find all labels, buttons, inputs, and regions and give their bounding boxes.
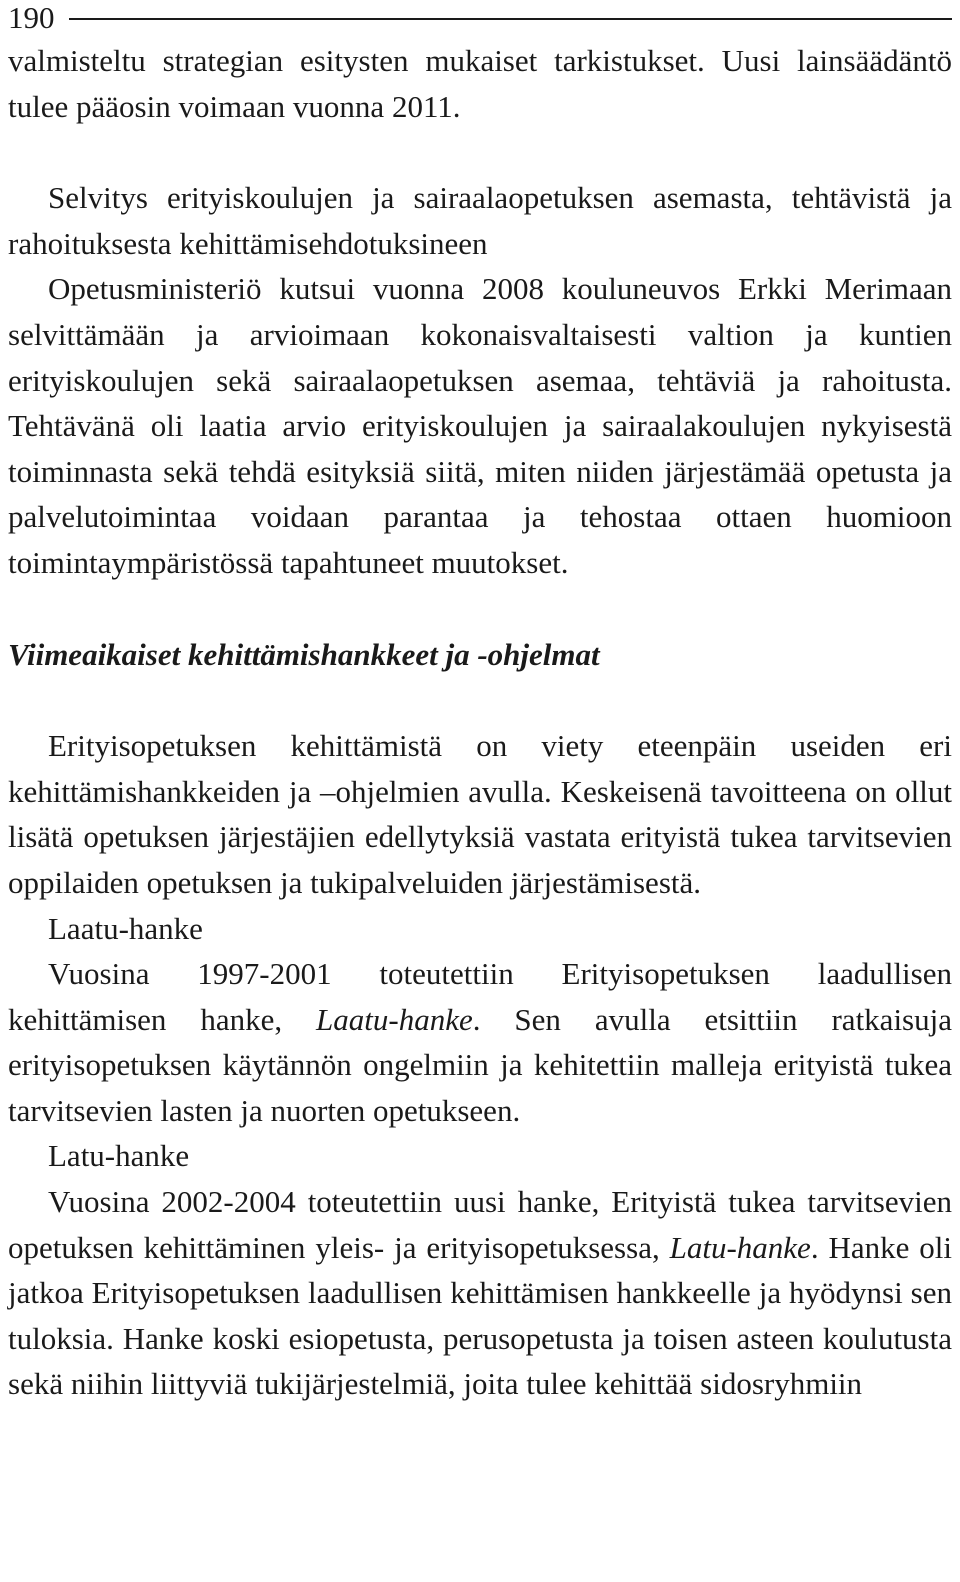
italic-project-name: Laatu-hanke	[316, 1001, 473, 1037]
subsection-title-selvitys: Selvitys erityiskoulujen ja sairaalaopetuksen asemasta, tehtävistä ja rahoituksesta kehittämisehdotuksineen	[8, 180, 952, 261]
section-heading: Viimeaikaiset kehittämishankkeet ja -ohjelmat	[8, 636, 600, 672]
page-body	[8, 38, 952, 1407]
paragraph-continuation: valmisteltu strategian esitysten mukaiset tarkistukset. Uusi lainsäädäntö tulee pääosin voimaan vuonna 2011.	[8, 43, 952, 124]
subsection-title-laatu: Laatu-hanke	[48, 910, 203, 946]
text-run: Vuosina 2002-2004 toteutettiin uusi hanke, Erityistä tukea tarvitsevien opetuksen kehittäminen yleis- ja erityisopetuksessa,	[8, 1184, 952, 1265]
paragraph-intro: Erityisopetuksen kehittämistä on viety eteenpäin useiden eri kehittämishankkeiden ja –ohjelmien avulla. Keskeisenä tavoitteena on ollut lisätä opetuksen järjestäjien edellytyksiä vastata erityistä tukea tarvitsevien oppilaiden opetuksen ja tukipalveluiden järjestämisestä.	[8, 728, 952, 900]
spacer	[8, 586, 952, 632]
subsection-title-latu: Latu-hanke	[48, 1138, 190, 1174]
paragraph-selvitys: Opetusministeriö kutsui vuonna 2008 kouluneuvos Erkki Merimaan selvittämään ja arvioimaan kokonaisvaltaisesti valtion ja kuntien erityiskoulujen sekä sairaalaopetuksen asemaa, tehtäviä ja rahoitusta. Tehtävänä oli laatia arvio erityiskoulujen ja sairaalakoulujen nykyisestä toiminnasta sekä tehdä esityksiä siitä, miten niiden järjestämää opetusta ja palvelutoimintaa voidaan parantaa ja tehostaa ottaen huomioon toimintaympäristössä tapahtuneet muutokset.	[8, 271, 952, 580]
text-run: . Hanke oli jatkoa Erityisopetuksen laadullisen kehittämisen hankkeelle ja hyödynsi sen tuloksia. Hanke koski esiopetusta, perusopetusta ja toisen asteen koulutusta sekä niihin liittyviä tukijärjestelmiä, joita tulee kehittää sidosryhmiin	[8, 1229, 952, 1402]
paragraph-latu	[8, 1179, 952, 1407]
page-number: 190	[8, 0, 55, 35]
text-run: Vuosina 1997-2001 toteutettiin Erityisopetuksen laadullisen kehittämisen hanke,	[8, 956, 952, 1037]
italic-project-name: Latu-hanke	[669, 1229, 811, 1265]
header-rule	[69, 18, 953, 20]
spacer	[8, 129, 952, 175]
text-run: . Sen avulla etsittiin ratkaisuja erityisopetuksen käytännön ongelmiin ja kehitettiin malleja erityistä tukea tarvitsevien lasten ja nuorten opetukseen.	[8, 1001, 952, 1128]
spacer	[8, 677, 952, 723]
paragraph-laatu	[8, 951, 952, 1133]
page-header	[8, 0, 952, 36]
